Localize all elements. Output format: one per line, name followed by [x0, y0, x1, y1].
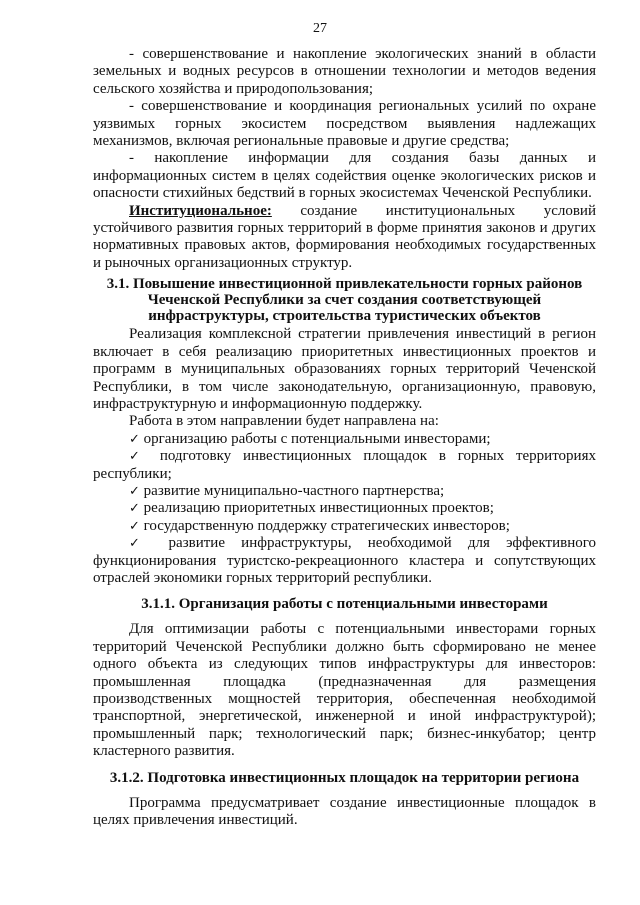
checkmark-icon: ✓ [129, 431, 140, 447]
bullet-paragraph: - совершенствование и координация региональных усилий по охране уязвимых горных экосистем посредством выявления надлежащих механизмов, включая региональные правовые и другие средства; [93, 98, 596, 150]
checklist-item [93, 483, 596, 500]
checklist-item-text: государственную поддержку стратегических инвесторов; [143, 517, 510, 534]
institutional-text: создание институциональных условий устойчивого развития горных территорий в форме принятия законов и других нормативных правовых актов, формирования необходимых государственных и рыночных организационных структур. [93, 202, 596, 271]
section-3-1-2-heading: 3.1.2. Подготовка инвестиционных площадок на территории региона [109, 769, 580, 786]
section-3-1-paragraph: Реализация комплексной стратегии привлечения инвестиций в регион включает в себя реализацию приоритетных инвестиционных проектов и программ в муниципальных образованиях горных территорий Чеченской Республики, в том числе законодательную, организационную, правовую, инфраструктурную и информационную поддержку. [93, 326, 596, 412]
page-number: 27 [313, 21, 327, 36]
checklist-item-text: реализацию приоритетных инвестиционных проектов; [143, 500, 494, 517]
checklist-item [93, 431, 596, 448]
page-body [93, 46, 596, 829]
checkmark-icon: ✓ [129, 518, 140, 534]
section-3-1-intro: Работа в этом направлении будет направлена на: [129, 413, 439, 430]
checkmark-icon: ✓ [129, 536, 153, 552]
section-3-1-heading: 3.1. Повышение инвестиционной привлекательности горных районов Чеченской Республики за счет создания соответствующей инфраструктуры, строительства туристических объектов [106, 276, 583, 325]
institutional-paragraph [93, 203, 596, 273]
checklist-item-text: развитие муниципально-частного партнерства; [143, 482, 445, 499]
checklist-item [93, 448, 596, 483]
checklist-item [93, 518, 596, 535]
section-3-1-2-paragraph: Программа предусматривает создание инвестиционные площадок в целях привлечения инвестиций. [93, 794, 596, 829]
bullet-paragraph: - совершенствование и накопление экологических знаний в области земельных и водных ресурсов в отношении технологии и методов ведения сельского хозяйства и природопользования; [93, 46, 596, 97]
checklist-item-text: подготовку инвестиционных площадок в горных территориях республики; [93, 448, 596, 482]
checklist-item [93, 535, 596, 587]
section-3-1-1-paragraph: Для оптимизации работы с потенциальными инвесторами горных территорий Чеченской Республики должно быть сформировано не менее одного объекта из следующих типов инфраструктуры для инвесторов: промышленная площадка (предназначенная для размещения производственных мощностей территория, обеспеченная необходимой транспортной, энергетической, инженерной и иной инфраструктурой); промышленный парк; технологический парк; бизнес-инкубатор; центр кластерного развития. [93, 621, 596, 760]
checklist-item [93, 500, 596, 517]
checkmark-icon: ✓ [129, 449, 148, 465]
institutional-label: Институциональное: [129, 202, 272, 219]
checklist-item-text: развитие инфраструктуры, необходимой для эффективного функционирования туристско-рекреационного кластера и сопутствующих отраслей экономики горных территорий республики. [93, 535, 597, 586]
bullet-paragraph: - накопление информации для создания базы данных и информационных систем в целях содействия оценке экологических рисков и опасности стихийных бедствий в горных экосистемах Чеченской Республики. [93, 150, 596, 202]
checkmark-icon: ✓ [129, 501, 140, 517]
checkmark-icon: ✓ [129, 483, 140, 499]
checklist-item-text: организацию работы с потенциальными инвесторами; [143, 430, 491, 447]
section-3-1-1-heading: 3.1.1. Организация работы с потенциальными инвесторами [141, 596, 548, 613]
